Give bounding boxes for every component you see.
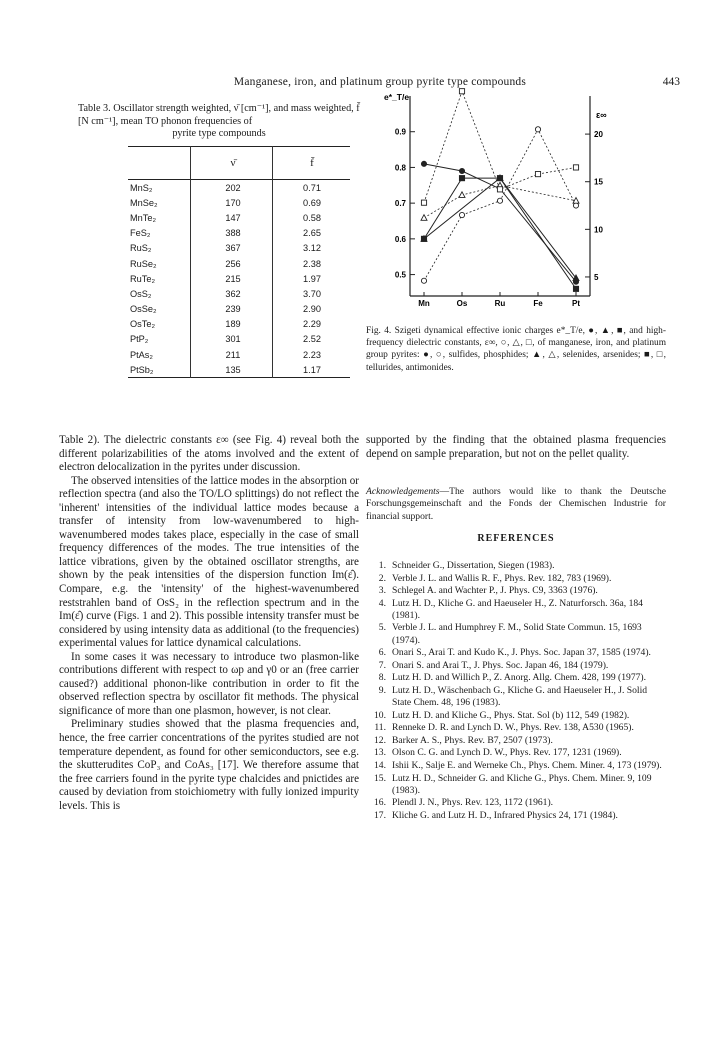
reference-item [366, 672, 666, 684]
x-tick-label: Mn [418, 299, 430, 308]
data-point-filled-square [573, 286, 578, 291]
reference-number: 3. [378, 585, 386, 597]
table-cell-compound: OsTe₂ [130, 319, 156, 330]
table-cell-nu: 367 [225, 243, 241, 254]
reference-number: 13. [374, 747, 386, 759]
table-body [128, 180, 350, 377]
table-cell-f: 3.12 [303, 243, 321, 254]
reference-text: Lutz H. D. and Willich P., Z. Anorg. Allg. Chem. 428, 199 (1977). [392, 672, 647, 684]
reference-text: Lutz H. D., Schneider G. and Kliche G., Phys. Chem. Miner. 9, 109 (1983). [392, 772, 652, 796]
table-cell-f: 2.29 [303, 319, 321, 330]
reference-number: 15. [374, 772, 386, 784]
table-row [128, 256, 350, 271]
table-row [128, 347, 350, 362]
reference-number: 6. [378, 647, 386, 659]
table-cell-f: 1.17 [303, 364, 321, 375]
table-cell-nu: 202 [225, 182, 241, 193]
table-cell-nu: 170 [225, 197, 241, 208]
reference-item [366, 735, 666, 747]
table-cell-f: 2.23 [303, 349, 321, 360]
table-cell-nu: 256 [225, 258, 241, 269]
table-row [128, 286, 350, 301]
reference-number: 12. [374, 734, 386, 746]
reference-text: Kliche G. and Lutz H. D., Infrared Physics 24, 171 (1984). [392, 809, 618, 821]
table-row [128, 195, 350, 210]
table-header-row [128, 147, 350, 179]
table-vertical-rule-2 [272, 146, 273, 378]
reference-number: 10. [374, 709, 386, 721]
reference-text: Onari S., Arai T. and Kudo K., J. Phys. Soc. Japan 37, 1585 (1974). [392, 647, 651, 659]
reference-text: Olson C. G. and Lynch D. W., Phys. Rev. 177, 1231 (1969). [392, 747, 622, 759]
reference-number: 8. [378, 672, 386, 684]
table-row [128, 271, 350, 286]
data-point-open-triangle [459, 192, 465, 198]
x-tick-label: Os [456, 299, 468, 308]
reference-text: Schneider G., Dissertation, Siegen (1983). [392, 560, 555, 571]
reference-item [366, 622, 666, 646]
table-cell-compound: PtAs₂ [130, 349, 153, 360]
reference-number: 17. [374, 809, 386, 821]
left-tick-label: 0.8 [394, 163, 406, 173]
reference-item [366, 747, 666, 759]
table-cell-f: 3.70 [303, 288, 321, 299]
data-point-filled-square [421, 236, 426, 241]
table-cell-nu: 147 [225, 212, 241, 223]
reference-item [366, 773, 666, 797]
table-cell-f: 0.71 [303, 182, 321, 193]
reference-text: Lutz H. D., Wäschenbach G., Kliche G. and Haeuseler H., J. Solid State Chem. 48, 196 (1983). [392, 684, 648, 709]
reference-item [366, 598, 666, 622]
reference-item [366, 810, 666, 822]
table-cell-f: 2.38 [303, 258, 321, 269]
data-point-open-circle [459, 212, 464, 217]
table-cell-nu: 239 [225, 304, 241, 315]
table-row [128, 317, 350, 332]
x-tick-label: Pt [572, 299, 580, 308]
table-cell-nu: 301 [225, 334, 241, 345]
reference-text: Plendl J. N., Phys. Rev. 123, 1172 (1961). [392, 797, 554, 809]
reference-number: 7. [378, 659, 386, 671]
table-cell-compound: PtP₂ [130, 334, 149, 345]
table-cell-compound: OsS₂ [130, 288, 152, 299]
table-cell-compound: RuSe₂ [130, 258, 157, 269]
right-tick-label: 20 [594, 130, 603, 140]
reference-item [366, 685, 666, 709]
table-cell-nu: 189 [225, 319, 241, 330]
reference-text: Verble J. L. and Wallis R. F., Phys. Rev. 182, 783 (1969). [392, 572, 612, 584]
table-cell-compound: MnS₂ [130, 182, 153, 193]
acknowledgements-label: Acknowledgements [366, 486, 440, 497]
table-row [128, 180, 350, 195]
table-row [128, 226, 350, 241]
series-line-open-circle [424, 129, 576, 280]
left-tick-label: 0.6 [394, 234, 406, 244]
table-cell-compound: RuTe₂ [130, 273, 156, 284]
data-point-filled-square [497, 176, 502, 181]
table-bottom-rule [128, 377, 350, 378]
table-cell-compound: RuS₂ [130, 243, 152, 254]
x-tick-label: Ru [494, 299, 506, 308]
paragraph: The observed intensities of the lattice modes in the absorption or reflection spectra (and also the TO/LO splittings) do not reflect the 'inherent' intensities of the individual lattice modes because a transfer of intensity from low-wavenumbered to high-wavenumbered modes takes place, especially in the case of small frequency differences of the modes. The true intensities of the lattice vibrations, given by the obtained oscillator strengths, are shown by the peak intensities of the dispersion function Im(ε̂). Compare, e.g. the 'intensity' of the highest-wavenumbered reststrahlen band of OsS₂ in the reflection spectrum and in the Im(ε̂) curve (Figs. 1 and 2). This possible intensity transfer must be considered by using intensity data as additional (to the frequencies) experimental values for lattice dynamical calculations. [59, 474, 359, 650]
table-cell-f: 2.65 [303, 228, 321, 239]
acknowledgements-text: —The authors would like to thank the Deutsche Forschungsgemeinschaft and the Fonds der Chemischen Industrie for financial support. [366, 486, 666, 522]
paragraph: In some cases it was necessary to introduce two plasmon-like contributions different with respect to ωp and γ0 or an (free carrier caused?) additional phonon-like contribution in order to fit the observed reflection spectra by oscillator fit methods. The physical significance of more than one plasmon, however, is not clear. [59, 650, 359, 717]
running-title: Manganese, iron, and platinum group pyrite type compounds [233, 76, 527, 88]
right-tick-label: 10 [594, 225, 603, 235]
table-vertical-rule-1 [190, 146, 191, 378]
reference-text: Lutz H. D. and Kliche G., Phys. Stat. Sol (b) 112, 549 (1982). [392, 709, 630, 721]
table-caption-text: Table 3. Oscillator strength weighted, ν̄ [cm⁻¹], and mass weighted, f̄ [N cm⁻¹], mean TO phonon frequencies of [78, 103, 360, 127]
data-point-open-circle [573, 203, 578, 208]
data-point-open-square [535, 171, 540, 176]
table-row [128, 210, 350, 225]
table-cell-f: 2.90 [303, 304, 321, 315]
data-point-open-triangle [421, 215, 427, 221]
table-cell-compound: MnTe₂ [130, 212, 157, 223]
x-tick-label: Fe [533, 299, 543, 308]
table-cell-nu: 135 [225, 364, 241, 375]
series-line-filled-triangle [424, 178, 576, 278]
reference-text: Onari S. and Arai T., J. Phys. Soc. Japan 46, 184 (1979). [392, 659, 609, 671]
table-row [128, 332, 350, 347]
series-line-filled-square [424, 178, 576, 289]
data-point-filled-square [459, 176, 464, 181]
reference-number: 14. [374, 760, 386, 771]
references-list [366, 560, 666, 822]
table-cell-compound: OsSe₂ [130, 304, 157, 315]
table-cell-compound: PtSb₂ [130, 364, 154, 375]
reference-item [366, 710, 666, 722]
reference-number: 16. [374, 797, 386, 809]
reference-item [366, 660, 666, 672]
paragraph: Preliminary studies showed that the plasma frequencies and, hence, the free carrier concentrations of the pyrites studied are not temperature dependent, as found for other semiconductors, see e.g. the skutterudites CoP₃ and CoAs₃ [17]. We therefore assume that the free carriers found in the pyrite type chalcides and pnictides are caused by deviation from stoichiometry with fully ionized impurity levels. This is [59, 718, 359, 812]
left-tick-label: 0.9 [394, 127, 406, 137]
data-point-open-circle [535, 127, 540, 132]
reference-text: Barker A. S., Phys. Rev. B7, 2507 (1973). [392, 734, 553, 746]
reference-text: Lutz H. D., Kliche G. and Haeuseler H., Z. Naturforsch. 36a, 184 (1981). [392, 597, 643, 621]
body-left-column [59, 434, 359, 813]
data-point-open-square [459, 89, 464, 94]
left-axis-label: e*_T/e [384, 92, 410, 102]
data-point-filled-circle [459, 168, 464, 173]
data-point-open-circle [421, 278, 426, 283]
body-right-paragraph: supported by the finding that the obtained plasma frequencies depend on sample preparation, but not on the pellet quality. [366, 434, 666, 460]
header-nu: ν̄ [230, 157, 236, 169]
reference-number: 5. [378, 622, 386, 634]
table-cell-nu: 388 [225, 228, 241, 239]
table-row [128, 241, 350, 256]
reference-number: 4. [378, 597, 386, 609]
table-cell-f: 0.69 [303, 197, 321, 208]
data-point-open-square [573, 165, 578, 170]
reference-number: 11. [374, 722, 386, 734]
references-title: REFERENCES [477, 533, 555, 544]
reference-text: Verble J. L. and Humphrey F. M., Solid State Commun. 15, 1693 (1974). [392, 622, 642, 646]
table-cell-nu: 211 [225, 349, 241, 360]
acknowledgements [366, 486, 666, 523]
page-number: 443 [662, 76, 680, 88]
right-tick-label: 15 [594, 177, 603, 187]
reference-number: 1. [378, 560, 386, 571]
header-f: f̄ [310, 157, 314, 169]
table-row [128, 302, 350, 317]
table-caption-line2: pyrite type compounds [172, 128, 266, 139]
data-point-open-square [421, 200, 426, 205]
reference-item [366, 647, 666, 659]
table-cell-compound: FeS₂ [130, 228, 151, 239]
reference-item [366, 585, 666, 597]
reference-item [366, 797, 666, 809]
table-cell-f: 2.52 [303, 334, 321, 345]
table-caption [78, 103, 360, 141]
left-tick-label: 0.7 [394, 199, 406, 209]
table-row [128, 362, 350, 377]
table-cell-nu: 215 [225, 273, 241, 284]
reference-item [366, 560, 666, 572]
reference-number: 2. [378, 572, 386, 584]
fig4-caption: Fig. 4. Szigeti dynamical effective ionic charges e*_T/e, ●, ▲, ■, and high-frequency dielectric constants, ε∞, ○, △, □, of manganese, iron, and platinum group pyrites: ●, ○, sulfides, phosphides; ▲, △, selenides, arsenides; ■, □, tellurides, antimonides. [366, 326, 666, 373]
reference-item [366, 573, 666, 585]
table-cell-compound: MnSe₂ [130, 197, 158, 208]
reference-number: 9. [378, 684, 386, 696]
right-tick-label: 5 [594, 272, 599, 282]
table-cell-nu: 362 [225, 288, 241, 299]
table-3 [128, 146, 350, 378]
table-cell-f: 0.58 [303, 212, 321, 223]
reference-item [366, 760, 666, 772]
reference-text: Renneke D. R. and Lynch D. W., Phys. Rev. 138, A530 (1965). [392, 722, 634, 734]
left-tick-label: 0.5 [394, 270, 406, 280]
fig4-chart [370, 84, 610, 324]
reference-text: Schlegel A. and Wachter P., J. Phys. C9, 3363 (1976). [392, 585, 598, 597]
reference-item [366, 722, 666, 734]
right-axis-label: ε∞ [596, 110, 607, 120]
table-cell-f: 1.97 [303, 273, 321, 284]
data-point-open-triangle [573, 198, 579, 204]
reference-text: Ishii K., Salje E. and Werneke Ch., Phys. Chem. Miner. 4, 173 (1979). [392, 760, 662, 771]
data-point-filled-circle [421, 161, 426, 166]
paragraph: Table 2). The dielectric constants ε∞ (see Fig. 4) reveal both the different polarizabilities of the atoms involved and the extent of electron delocalization in the pyrites under discussion. [59, 434, 359, 474]
data-point-open-square [497, 187, 502, 192]
data-point-open-circle [497, 198, 502, 203]
